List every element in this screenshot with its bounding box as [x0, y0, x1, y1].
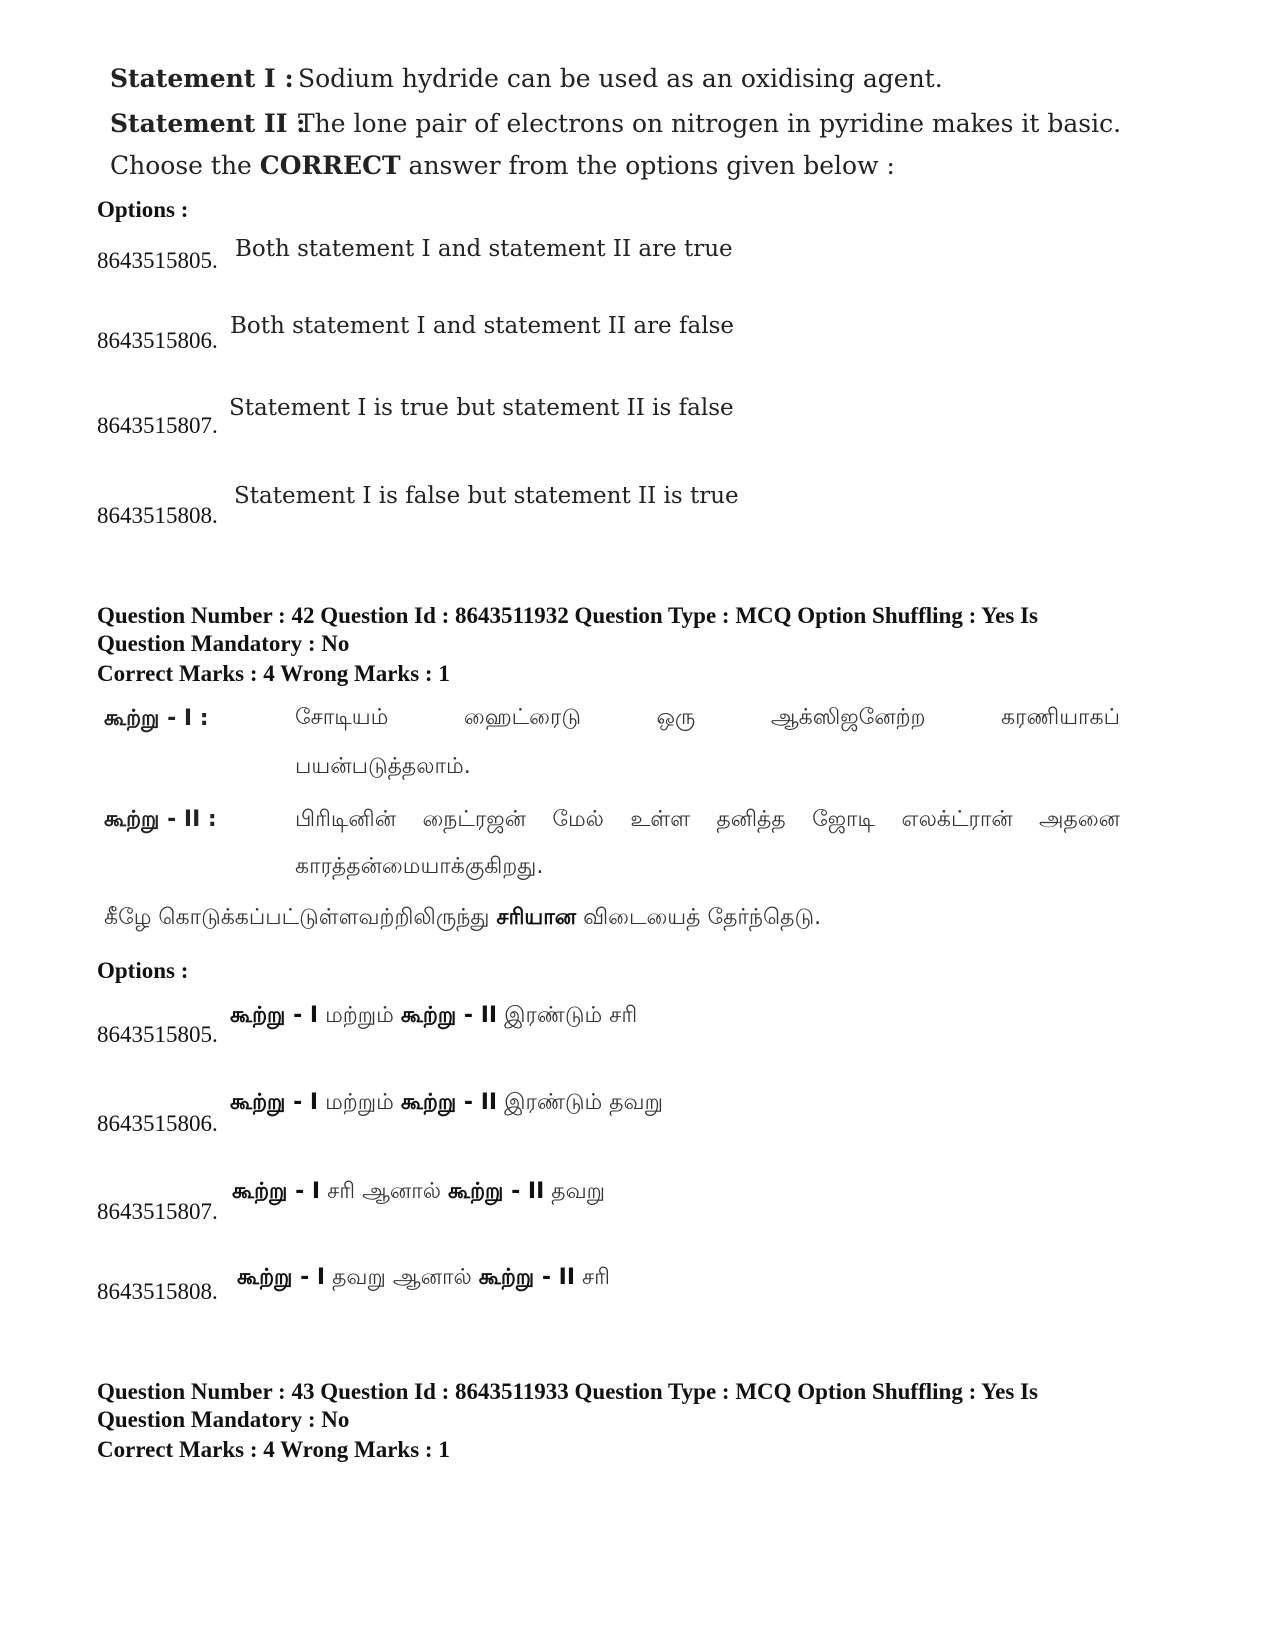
ta-statement-1-line-2: பயன்படுத்தலாம்.	[295, 754, 471, 779]
ta-statement-2-label: கூற்று - II :	[104, 807, 217, 832]
option-part: மற்றும்	[318, 1090, 401, 1115]
ta-instruction-post: விடையைத் தேர்ந்தெடு.	[576, 905, 822, 930]
instruction-pre: Choose the	[110, 151, 260, 180]
statement-2-text: The lone pair of electrons on nitrogen in pyridine makes it basic.	[298, 109, 1122, 138]
question-header-line-1: Question Number : 43 Question Id : 8643511933 Question Type : MCQ Option Shuffling : Yes Is	[97, 1379, 1038, 1404]
option-text: Statement I is false but statement II is true	[234, 483, 739, 509]
option-part-bold: கூற்று - II	[478, 1265, 575, 1290]
option-part-bold: கூற்று - I	[230, 1090, 319, 1115]
question-header-line-2: Question Mandatory : No	[97, 1407, 350, 1432]
marks-line: Correct Marks : 4 Wrong Marks : 1	[97, 1437, 450, 1462]
ta-instruction-pre: கீழே கொடுக்கப்பட்டுள்ளவற்றிலிருந்து	[104, 905, 497, 930]
instruction-post: answer from the options given below :	[400, 151, 895, 180]
option-text: Both statement I and statement II are false	[230, 313, 734, 339]
option-part: தவறு	[544, 1179, 606, 1204]
option-text	[232, 1179, 605, 1207]
ta-statement-1-line-1: சோடியம் ஹைட்ரைடு ஒரு ஆக்ஸிஜனேற்ற கரணியாகப்	[295, 705, 1120, 730]
option-text	[230, 1003, 637, 1031]
question-header-line-1: Question Number : 42 Question Id : 8643511932 Question Type : MCQ Option Shuffling : Yes Is	[97, 603, 1038, 628]
statement-1-label: Statement I :	[110, 64, 294, 93]
instruction-bold: CORRECT	[259, 151, 401, 180]
option-part-bold: கூற்று - I	[230, 1003, 319, 1028]
ta-statement-1-label: கூற்று - I :	[104, 706, 209, 731]
question-header	[97, 602, 1177, 658]
option-part: இரண்டும் தவறு	[497, 1090, 663, 1115]
option-part-bold: கூற்று - II	[448, 1179, 545, 1204]
option-id: 8643515807.	[97, 1199, 218, 1224]
option-text	[230, 1090, 663, 1118]
option-part: இரண்டும் சரி	[497, 1003, 638, 1028]
option-id: 8643515806.	[97, 328, 218, 353]
option-id: 8643515806.	[97, 1111, 218, 1136]
option-part: சரி ஆனால்	[320, 1179, 448, 1204]
option-text: Both statement I and statement II are true	[235, 236, 733, 262]
option-text: Statement I is true but statement II is false	[229, 395, 734, 421]
option-part-bold: கூற்று - I	[237, 1265, 326, 1290]
options-label: Options :	[97, 197, 189, 222]
ta-statement-2-line-1: பிரிடினின் நைட்ரஜன் மேல் உள்ள தனித்த ஜோடி எலக்ட்ரான் அதனை	[295, 807, 1120, 832]
option-part: தவறு ஆனால்	[325, 1265, 479, 1290]
option-id: 8643515805.	[97, 1022, 218, 1047]
question-header-line-2: Question Mandatory : No	[97, 631, 350, 656]
marks-line: Correct Marks : 4 Wrong Marks : 1	[97, 661, 450, 686]
option-id: 8643515808.	[97, 1279, 218, 1304]
instruction	[110, 151, 895, 180]
option-id: 8643515805.	[97, 248, 218, 273]
option-part-bold: கூற்று - II	[400, 1090, 498, 1115]
question-header	[97, 1378, 1177, 1434]
ta-statement-2-line-2: காரத்தன்மையாக்குகிறது.	[295, 854, 544, 879]
option-text	[237, 1265, 610, 1293]
option-part: சரி	[575, 1265, 611, 1290]
option-id: 8643515808.	[97, 503, 218, 528]
option-part: மற்றும்	[318, 1003, 401, 1028]
option-part-bold: கூற்று - I	[232, 1179, 321, 1204]
statement-2-label: Statement II :	[110, 109, 306, 138]
option-part-bold: கூற்று - II	[400, 1003, 498, 1028]
ta-instruction-bold: சரியான	[496, 905, 577, 930]
options-label: Options :	[97, 958, 189, 983]
ta-instruction	[104, 905, 821, 933]
option-id: 8643515807.	[97, 413, 218, 438]
statement-1-text: Sodium hydride can be used as an oxidising agent.	[298, 64, 943, 93]
